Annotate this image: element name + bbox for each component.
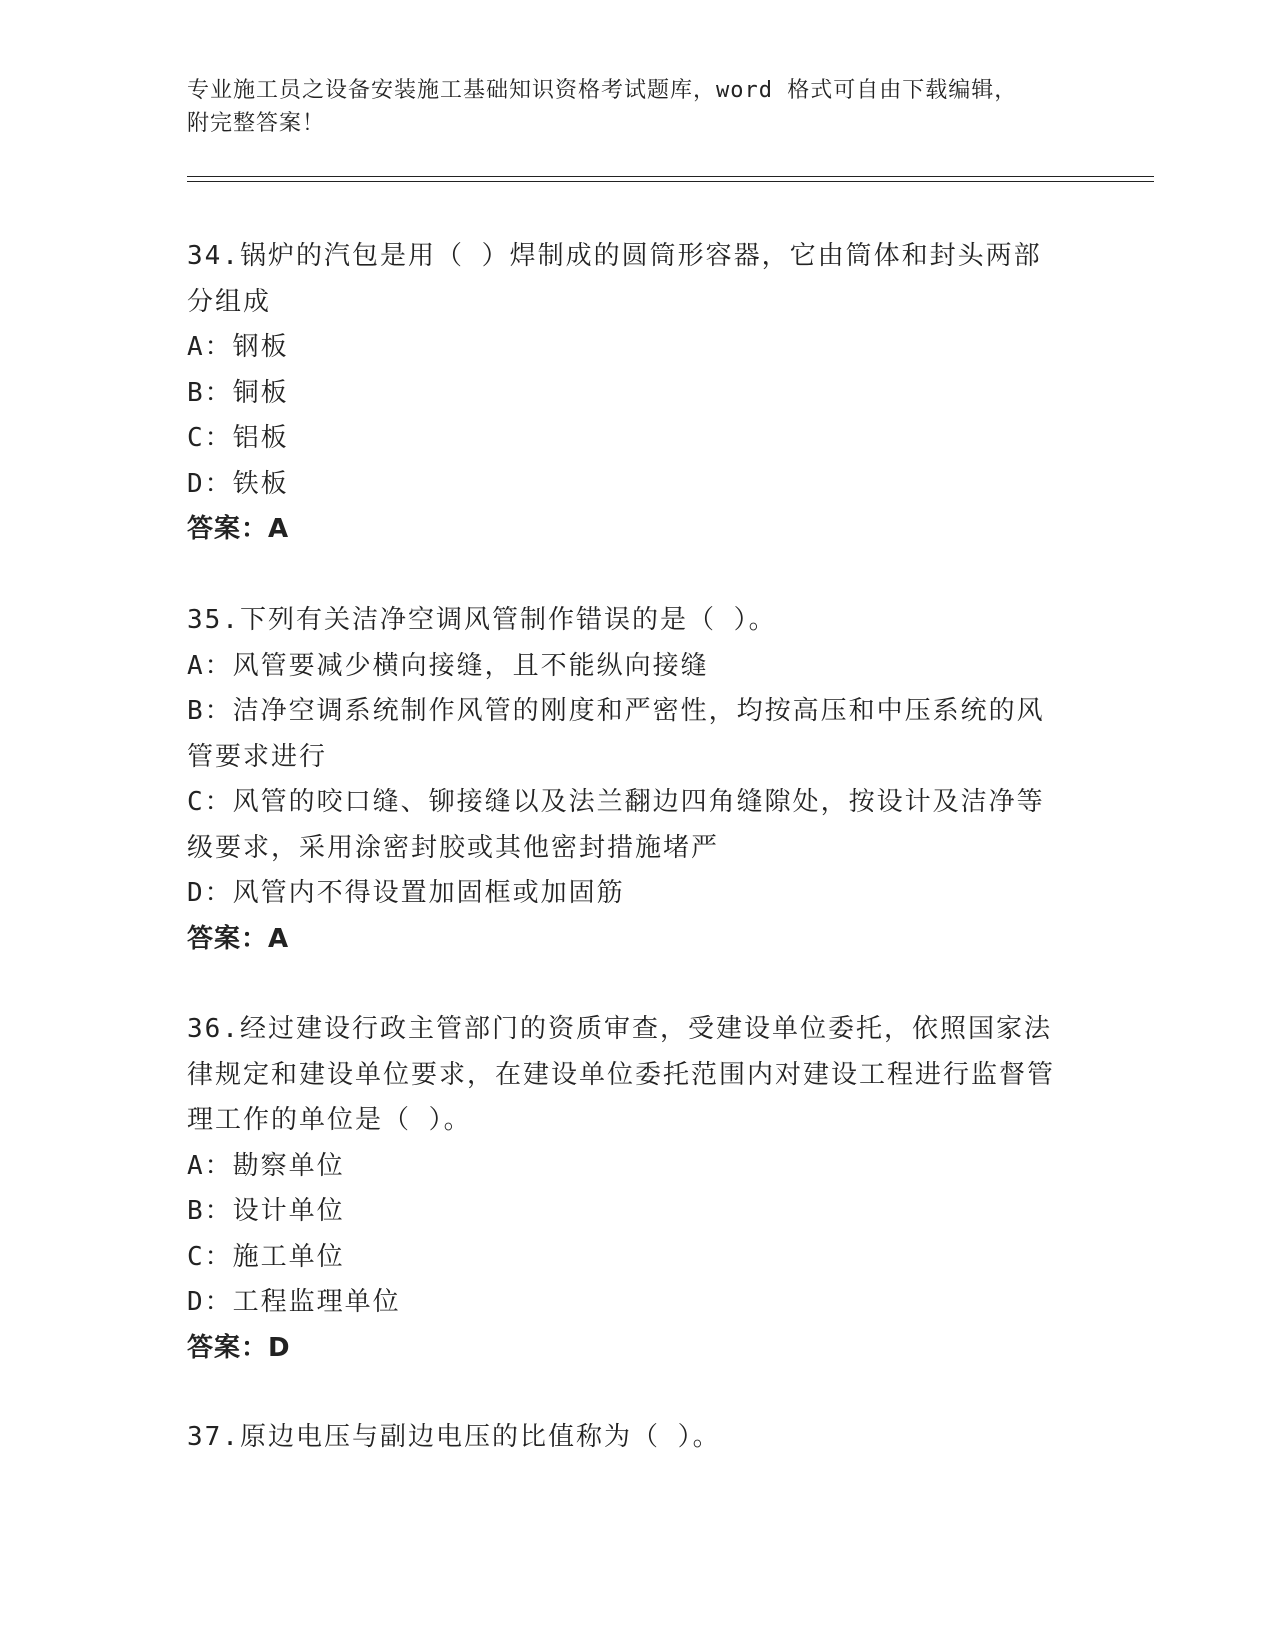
header-divider-bottom — [187, 181, 1154, 182]
document-header — [187, 74, 1087, 140]
header-line-2: 附完整答案！ — [187, 111, 326, 136]
option-d: D：工程监理单位 — [187, 1287, 401, 1317]
question-stem: 34.锅炉的汽包是用（ ）焊制成的圆筒形容器，它由筒体和封头两部分组成 — [187, 241, 1042, 317]
option-c: C：施工单位 — [187, 1241, 345, 1272]
option-d: D：风管内不得设置加固框或加固筋 — [187, 878, 625, 908]
answer-label: 答案：A — [187, 923, 290, 954]
option-c: C：铝板 — [187, 423, 289, 453]
option-a: A：勘察单位 — [187, 1150, 345, 1181]
question-37 — [187, 1415, 1067, 1461]
question-35 — [187, 598, 1067, 962]
answer-label: 答案：A — [187, 514, 290, 544]
option-a: A：风管要减少横向接缝，且不能纵向接缝 — [187, 650, 709, 681]
option-a: A：钢板 — [187, 332, 289, 362]
option-b: B：设计单位 — [187, 1196, 345, 1226]
answer-label: 答案：D — [187, 1332, 291, 1363]
header-divider-top — [187, 176, 1154, 177]
question-stem: 37.原边电压与副边电压的比值称为（ ）。 — [187, 1422, 721, 1452]
option-c: C：风管的咬口缝、铆接缝以及法兰翻边四角缝隙处，按设计及洁净等级要求，采用涂密封胶或其他密封措施堵严 — [187, 787, 1045, 863]
question-36 — [187, 1007, 1067, 1371]
option-b: B：洁净空调系统制作风管的刚度和严密性，均按高压和中压系统的风管要求进行 — [187, 696, 1045, 772]
option-d: D：铁板 — [187, 468, 289, 499]
header-line-1: 专业施工员之设备安装施工基础知识资格考试题库，word 格式可自由下载编辑， — [187, 78, 1018, 103]
option-b: B：铜板 — [187, 377, 289, 408]
question-34 — [187, 234, 1067, 553]
question-stem: 36.经过建设行政主管部门的资质审查，受建设单位委托，依照国家法律规定和建设单位要求，在建设单位委托范围内对建设工程进行监督管理工作的单位是（ ）。 — [187, 1014, 1056, 1135]
question-stem: 35.下列有关洁净空调风管制作错误的是（ ）。 — [187, 605, 777, 635]
